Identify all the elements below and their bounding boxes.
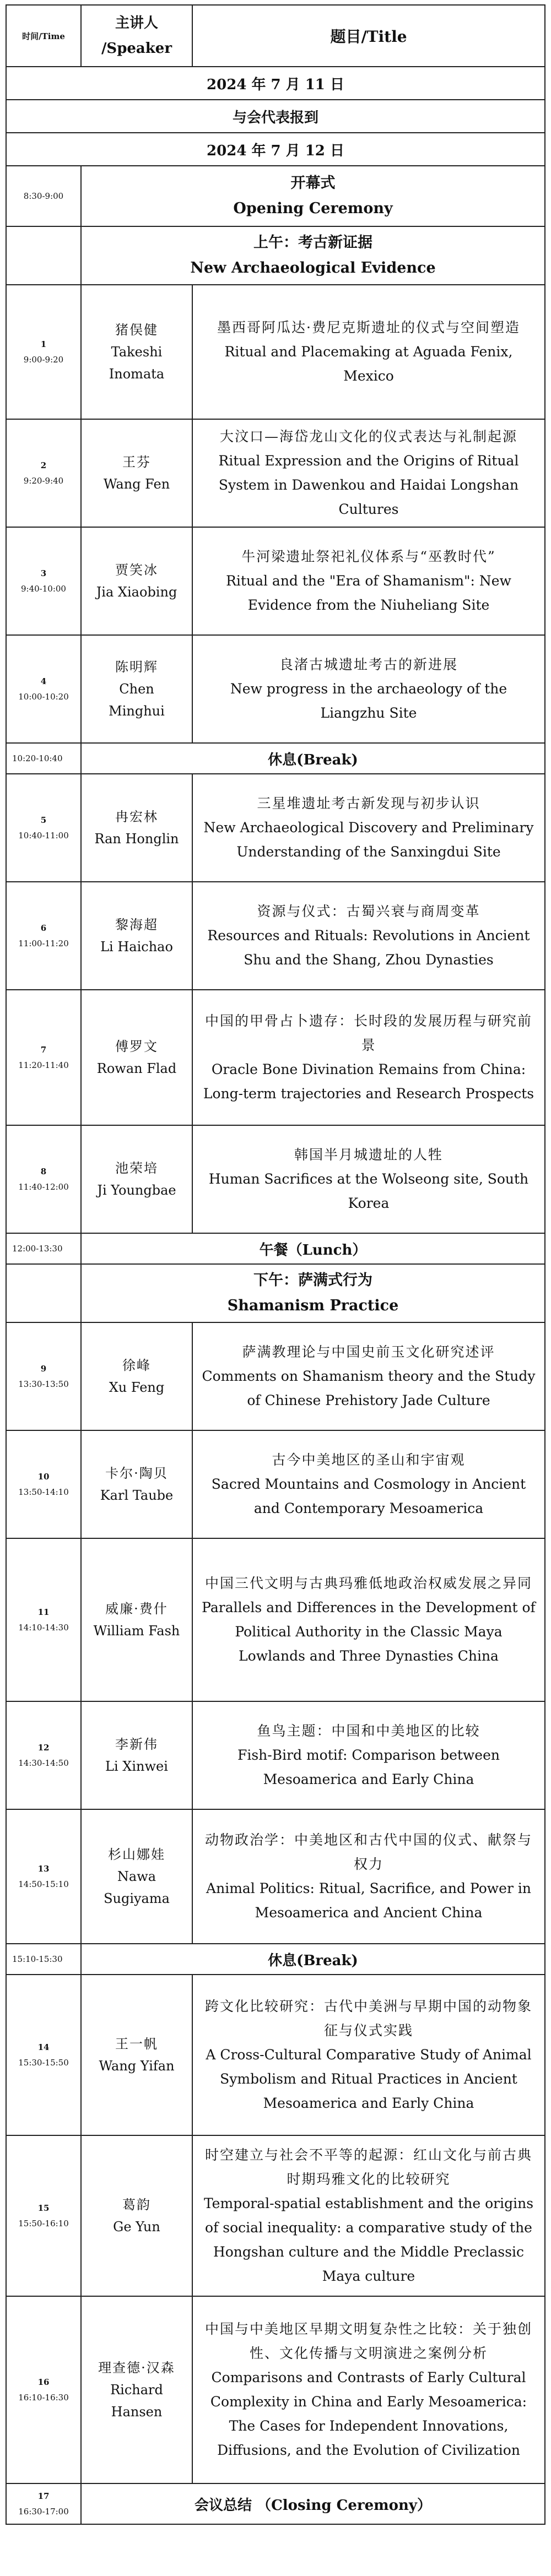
speaker-name-zh: 王一帆 <box>115 2036 158 2052</box>
talk-row <box>6 1538 545 1701</box>
talk-title-en: Oracle Bone Divination Remains from China: Long-term trajectories and Research Prospects <box>203 1061 534 1102</box>
speaker-cell <box>81 527 192 635</box>
talk-time: 13:30-13:50 <box>18 1379 69 1389</box>
talk-row <box>6 1430 545 1538</box>
header-speaker: 主讲人 /Speaker <box>81 5 192 67</box>
talk-row <box>6 2135 545 2296</box>
talk-title-zh: 时空建立与社会不平等的起源：红山文化与前古典时期玛雅文化的比较研究 <box>204 2147 532 2187</box>
header-title: 题目/Title <box>192 5 545 67</box>
talk-time-cell <box>6 635 81 743</box>
speaker-name-en: Ji Youngbae <box>97 1183 176 1198</box>
talk-title-cell <box>192 774 545 882</box>
speaker-cell <box>81 1430 192 1538</box>
speaker-name-en: Chen <box>119 681 154 697</box>
talk-time: 11:40-12:00 <box>18 1182 69 1192</box>
talk-title-en: New progress in the archaeology of the Liangzhu Site <box>230 681 507 721</box>
talk-title-cell <box>192 285 545 419</box>
talk-time: 13:50-14:10 <box>18 1487 69 1497</box>
speaker-cell <box>81 1975 192 2135</box>
talk-title-en: Sacred Mountains and Cosmology in Ancient and Contemporary Mesoamerica <box>211 1476 526 1516</box>
talk-title-en: Comments on Shamanism theory and the Study of Chinese Prehistory Jade Culture <box>202 1368 536 1408</box>
talk-title-cell <box>192 1125 545 1233</box>
speaker-cell <box>81 1809 192 1944</box>
header-time: 时间/Time <box>6 5 81 67</box>
closing-ceremony: 会议总结 （Closing Ceremony） <box>81 2483 545 2524</box>
talk-title-cell <box>192 1430 545 1538</box>
break-label: 休息(Break) <box>81 743 545 774</box>
speaker-name-zh: 威廉·费什 <box>105 1601 168 1617</box>
talk-time-cell <box>6 285 81 419</box>
talk-title-en: Fish-Bird motif: Comparison between Mesoamerica and Early China <box>237 1747 500 1787</box>
speaker-name-zh: 王芬 <box>122 454 151 470</box>
talk-time: 10:40-11:00 <box>18 831 69 840</box>
speaker-cell <box>81 419 192 527</box>
talk-title-zh: 墨西哥阿瓜达·费尼克斯遗址的仪式与空间塑造 <box>217 319 520 335</box>
date-day2: 2024 年 7 月 12 日 <box>6 133 545 166</box>
talk-time: 9:40-10:00 <box>21 584 66 594</box>
empty-cell <box>6 1264 81 1322</box>
talk-title-cell <box>192 1701 545 1809</box>
talk-title-cell <box>192 990 545 1125</box>
talk-title-zh: 鱼鸟主题：中国和中美地区的比较 <box>257 1723 480 1739</box>
talk-number: 15 <box>37 2203 50 2213</box>
break-time: 10:20-10:40 <box>6 743 81 774</box>
session-morning-en: New Archaeological Evidence <box>190 259 436 276</box>
talk-title-cell <box>192 1809 545 1944</box>
opening-zh: 开幕式 <box>290 175 336 192</box>
break-label: 休息(Break) <box>81 1944 545 1975</box>
speaker-name-en: Wang Fen <box>103 476 170 492</box>
talk-title-zh: 牛河梁遗址祭祀礼仪体系与“巫教时代” <box>241 549 496 565</box>
talk-row <box>6 2296 545 2483</box>
talk-title-en: A Cross-Cultural Comparative Study of Animal Symbolism and Ritual Practices in Ancient Mesoamerica and Early China <box>206 2047 532 2111</box>
talk-time: 11:20-11:40 <box>18 1060 69 1070</box>
closing-time: 16:30-17:00 <box>18 2507 69 2517</box>
closing-time-cell <box>6 2483 81 2524</box>
registration-row <box>6 100 545 133</box>
talk-title-cell <box>192 882 545 990</box>
talk-title-zh: 大汶口—海岱龙山文化的仪式表达与礼制起源 <box>219 429 517 444</box>
talk-title-en: Resources and Rituals: Revolutions in Ancient Shu and the Shang, Zhou Dynasties <box>207 928 530 968</box>
talk-time-cell <box>6 2135 81 2296</box>
speaker-cell <box>81 285 192 419</box>
break-time: 12:00-13:30 <box>6 1233 81 1264</box>
talk-row <box>6 774 545 882</box>
talk-title-cell <box>192 635 545 743</box>
talk-time-cell <box>6 1809 81 1944</box>
speaker-name-zh: 徐峰 <box>122 1358 151 1373</box>
talk-time: 15:50-16:10 <box>18 2219 69 2228</box>
break-row <box>6 743 545 774</box>
talk-time-cell <box>6 1125 81 1233</box>
speaker-name-en: Hansen <box>111 2404 163 2420</box>
talk-title-en: Human Sacrifices at the Wolseong site, South Korea <box>208 1171 529 1211</box>
talk-row <box>6 990 545 1125</box>
session-afternoon-zh: 下午：萨满式行为 <box>253 1272 372 1289</box>
talk-number: 9 <box>40 1364 47 1374</box>
speaker-cell <box>81 882 192 990</box>
talk-time-cell <box>6 774 81 882</box>
speaker-name-en: Xu Feng <box>109 1380 165 1395</box>
talk-title-en: Ritual and Placemaking at Aguada Fenix, Mexico <box>224 344 513 384</box>
talk-row <box>6 285 545 419</box>
talk-time: 11:00-11:20 <box>18 939 69 948</box>
empty-cell <box>6 226 81 285</box>
date-row <box>6 67 545 100</box>
speaker-cell <box>81 1701 192 1809</box>
talk-title-cell <box>192 1538 545 1701</box>
speaker-cell <box>81 2135 192 2296</box>
break-time: 15:10-15:30 <box>6 1944 81 1975</box>
opening-row <box>6 166 545 226</box>
talk-title-en: Comparisons and Contrasts of Early Cultural Complexity in China and Early Mesoamerica: The Cases for Independent Innovations, Diffusions, and the Evolution of Civilization <box>210 2369 527 2458</box>
speaker-name-en: Karl Taube <box>100 1488 174 1503</box>
speaker-name-en: Sugiyama <box>104 1891 170 1906</box>
talk-number: 11 <box>37 1607 50 1617</box>
talk-title-en: Temporal-spatial establishment and the origins of social inequality: a comparative study of the Hongshan culture and the Middle Preclassic Maya culture <box>203 2195 534 2284</box>
talk-title-zh: 资源与仪式：古蜀兴衰与商周变革 <box>257 903 480 919</box>
speaker-name-zh: 李新伟 <box>115 1737 158 1752</box>
speaker-name-en: Richard <box>110 2382 163 2398</box>
break-row <box>6 1233 545 1264</box>
talk-time: 16:10-16:30 <box>18 2393 69 2403</box>
talk-time: 9:00-9:20 <box>23 355 64 365</box>
speaker-name-zh: 傅罗文 <box>115 1039 158 1054</box>
talk-time-cell <box>6 1322 81 1430</box>
talk-row <box>6 1975 545 2135</box>
talk-time-cell <box>6 1701 81 1809</box>
speaker-name-en: Li Xinwei <box>105 1759 168 1774</box>
talk-number: 4 <box>40 676 47 686</box>
speaker-name-en: Rowan Flad <box>96 1061 177 1076</box>
speaker-cell <box>81 774 192 882</box>
speaker-name-en: Nawa <box>117 1869 156 1884</box>
talk-number: 1 <box>40 339 47 349</box>
talk-number: 6 <box>40 923 47 933</box>
speaker-cell <box>81 1125 192 1233</box>
talk-row <box>6 419 545 527</box>
talk-time: 9:20-9:40 <box>23 476 64 486</box>
talk-row <box>6 1809 545 1944</box>
speaker-name-zh: 陈明辉 <box>115 659 158 675</box>
break-label: 午餐（Lunch） <box>81 1233 545 1264</box>
opening-en: Opening Ceremony <box>233 200 393 217</box>
speaker-name-en: Minghui <box>109 703 165 719</box>
talk-title-zh: 中国的甲骨占卜遗存：长时段的发展历程与研究前景 <box>204 1013 532 1053</box>
session-afternoon-en: Shamanism Practice <box>227 1297 399 1314</box>
talk-title-en: Parallels and Differences in the Development of Political Authority in the Classic Maya Lowlands and Three Dynasties China <box>202 1599 536 1664</box>
opening-time: 8:30-9:00 <box>6 166 81 226</box>
talk-title-cell <box>192 1975 545 2135</box>
program-table <box>6 4 545 2525</box>
closing-row <box>6 2483 545 2524</box>
talk-number: 5 <box>40 815 47 825</box>
session-row <box>6 226 545 285</box>
talk-time-cell <box>6 2296 81 2483</box>
speaker-name-zh: 卡尔·陶贝 <box>105 1466 168 1481</box>
talk-title-en: New Archaeological Discovery and Preliminary Understanding of the Sanxingdui Site <box>203 820 534 860</box>
talk-title-en: Ritual and the "Era of Shamanism": New Evidence from the Niuheliang Site <box>226 573 511 613</box>
speaker-name-en: Ran Honglin <box>94 831 179 847</box>
talk-time-cell <box>6 419 81 527</box>
talk-title-zh: 动物政治学：中美地区和古代中国的仪式、献祭与权力 <box>204 1832 532 1872</box>
talk-row <box>6 635 545 743</box>
talk-title-zh: 韩国半月城遗址的人牲 <box>294 1147 443 1163</box>
speaker-name-en: Ge Yun <box>113 2219 160 2235</box>
talk-title-zh: 萨满教理论与中国史前玉文化研究述评 <box>242 1344 495 1360</box>
speaker-name-en: Jia Xiaobing <box>96 584 177 600</box>
speaker-name-zh: 池荣培 <box>115 1160 158 1176</box>
session-morning <box>81 226 545 285</box>
header-row <box>6 5 545 67</box>
talk-number: 14 <box>37 2042 50 2052</box>
session-morning-zh: 上午：考古新证据 <box>253 234 372 251</box>
talk-number: 13 <box>37 1864 50 1874</box>
speaker-name-en: Wang Yifan <box>99 2058 175 2074</box>
speaker-name-en: Li Haichao <box>100 939 173 955</box>
date-row <box>6 133 545 166</box>
speaker-cell <box>81 1322 192 1430</box>
talk-time: 14:30-14:50 <box>18 1758 69 1768</box>
talk-number: 8 <box>40 1167 47 1176</box>
talk-time-cell <box>6 1975 81 2135</box>
talk-time-cell <box>6 527 81 635</box>
talk-number: 7 <box>40 1045 47 1055</box>
talk-time-cell <box>6 1430 81 1538</box>
talk-title-zh: 古今中美地区的圣山和宇宙观 <box>272 1452 466 1468</box>
opening-ceremony <box>81 166 545 226</box>
talk-time: 15:30-15:50 <box>18 2058 69 2068</box>
talk-title-cell <box>192 2296 545 2483</box>
speaker-cell <box>81 1538 192 1701</box>
talk-title-en: Ritual Expression and the Origins of Ritual System in Dawenkou and Haidai Longshan Cultures <box>218 453 519 517</box>
talk-title-cell <box>192 527 545 635</box>
date-day1: 2024 年 7 月 11 日 <box>6 67 545 100</box>
talk-time-cell <box>6 990 81 1125</box>
talk-row <box>6 882 545 990</box>
talk-row <box>6 1701 545 1809</box>
talk-time: 14:10-14:30 <box>18 1623 69 1633</box>
talk-row <box>6 1322 545 1430</box>
speaker-name-zh: 冉宏林 <box>115 809 158 825</box>
speaker-name-zh: 黎海超 <box>115 917 158 932</box>
talk-number: 12 <box>37 1743 50 1753</box>
session-row <box>6 1264 545 1322</box>
speaker-name-zh: 贾笑冰 <box>115 562 158 578</box>
talk-title-zh: 中国三代文明与古典玛雅低地政治权威发展之异同 <box>204 1575 532 1591</box>
talk-time: 14:50-15:10 <box>18 1879 69 1889</box>
talk-title-zh: 三星堆遗址考古新发现与初步认识 <box>257 795 480 811</box>
speaker-name-zh: 理查德·汉森 <box>98 2360 175 2376</box>
speaker-name-zh: 猪俣健 <box>115 322 158 338</box>
talk-number: 16 <box>37 2377 50 2387</box>
talk-time-cell <box>6 882 81 990</box>
registration-label: 与会代表报到 <box>6 100 545 133</box>
talk-title-cell <box>192 419 545 527</box>
speaker-cell <box>81 2296 192 2483</box>
talk-row <box>6 1125 545 1233</box>
talk-number: 10 <box>37 1472 50 1482</box>
talk-title-en: Animal Politics: Ritual, Sacrifice, and Power in Mesoamerica and Ancient China <box>206 1880 531 1921</box>
session-afternoon <box>81 1264 545 1322</box>
talk-title-cell <box>192 1322 545 1430</box>
talk-title-zh: 中国与中美地区早期文明复杂性之比较：关于独创性、文化传播与文明演进之案例分析 <box>204 2321 532 2361</box>
break-row <box>6 1944 545 1975</box>
talk-title-cell <box>192 2135 545 2296</box>
speaker-name-en: Inomata <box>109 366 165 382</box>
talk-title-zh: 跨文化比较研究：古代中美洲与早期中国的动物象征与仪式实践 <box>204 1998 532 2038</box>
speaker-cell <box>81 990 192 1125</box>
speaker-cell <box>81 635 192 743</box>
talk-number: 2 <box>40 460 47 470</box>
talk-row <box>6 527 545 635</box>
closing-number: 17 <box>37 2491 50 2501</box>
speaker-name-en: William Fash <box>93 1623 180 1639</box>
speaker-name-en: Takeshi <box>111 344 163 360</box>
speaker-name-zh: 杉山娜娃 <box>108 1847 165 1862</box>
speaker-name-zh: 葛韵 <box>122 2197 151 2212</box>
talk-time-cell <box>6 1538 81 1701</box>
talk-title-zh: 良渚古城遗址考古的新进展 <box>279 657 458 673</box>
talk-number: 3 <box>40 568 47 578</box>
talk-time: 10:00-10:20 <box>18 692 69 702</box>
